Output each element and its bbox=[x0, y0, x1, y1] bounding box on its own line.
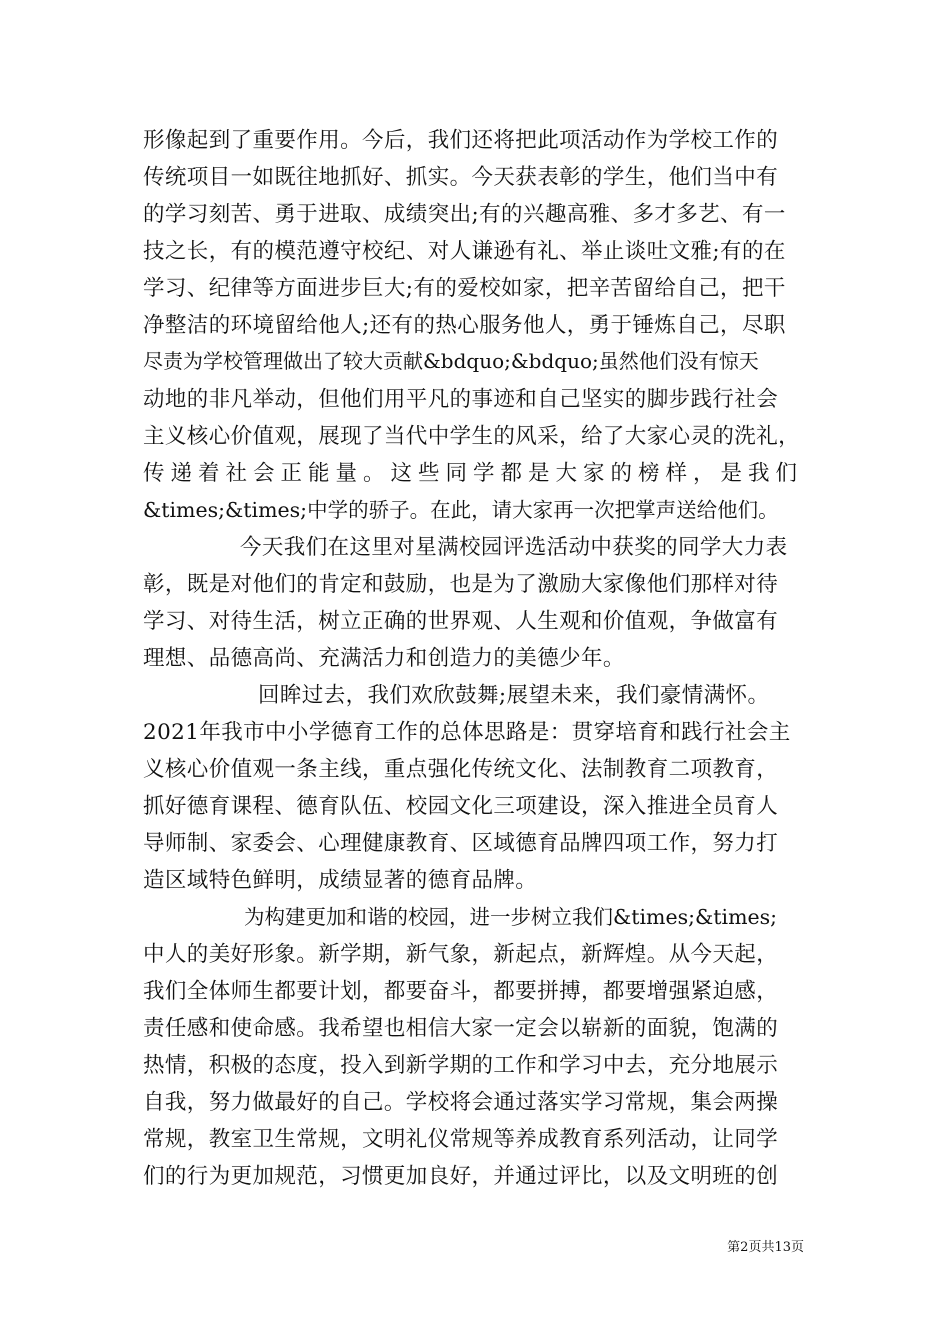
text-line: 传统项目一如既往地抓好、抓实。今天获表彰的学生，他们当中有 bbox=[143, 165, 779, 190]
text-line: 造区域特色鲜明，成绩显著的德育品牌。 bbox=[143, 868, 538, 893]
text-line: 责任感和使命感。我希望也相信大家一定会以崭新的面貌，饱满的 bbox=[143, 1016, 779, 1041]
text-line: 自我，努力做最好的自己。学校将会通过落实学习常规，集会两操 bbox=[143, 1090, 779, 1115]
text-line: 学习、纪律等方面进步巨大;有的爱校如家，把辛苦留给自己，把干 bbox=[143, 276, 786, 301]
text-line: 们的行为更加规范，习惯更加良好，并通过评比，以及文明班的创 bbox=[143, 1164, 779, 1189]
text-line: 传递着社会正能量。这些同学都是大家的榜样，是我们 bbox=[143, 461, 804, 486]
text-line: 今天我们在这里对星满校园评选活动中获奖的同学大力表 bbox=[240, 535, 788, 560]
text-line: 义核心价值观一条主线，重点强化传统文化、法制教育二项教育， bbox=[143, 757, 779, 782]
text-line: 主义核心价值观，展现了当代中学生的风采，给了大家心灵的洗礼， bbox=[143, 424, 801, 449]
text-line: &times;&times;中学的骄子。在此，请大家再一次把掌声送给他们。 bbox=[143, 498, 779, 522]
text-line: 为构建更加和谐的校园，进一步树立我们&times;&times; bbox=[244, 905, 778, 929]
text-line: 学习、对待生活，树立正确的世界观、人生观和价值观，争做富有 bbox=[143, 609, 779, 634]
text-line: 理想、品德高尚、充满活力和创造力的美德少年。 bbox=[143, 646, 625, 671]
text-line: 我们全体师生都要计划，都要奋斗，都要拼搏，都要增强紧迫感， bbox=[143, 979, 779, 1004]
text-line: 常规，教室卫生常规，文明礼仪常规等养成教育系列活动，让同学 bbox=[143, 1127, 779, 1152]
text-line: 抓好德育课程、德育队伍、校园文化三项建设，深入推进全员育人 bbox=[143, 794, 779, 819]
text-line: 2021年我市中小学德育工作的总体思路是：贯穿培育和践行社会主 bbox=[143, 720, 791, 745]
text-line: 尽责为学校管理做出了较大贡献&bdquo;&bdquo;虽然他们没有惊天 bbox=[143, 349, 759, 373]
text-line: 导师制、家委会、心理健康教育、区域德育品牌四项工作，努力打 bbox=[143, 831, 779, 856]
text-line: 热情，积极的态度，投入到新学期的工作和学习中去，充分地展示 bbox=[143, 1053, 779, 1078]
text-line: 中人的美好形象。新学期，新气象，新起点，新辉煌。从今天起， bbox=[143, 942, 779, 967]
page-number-footer: 第2页共13页 bbox=[727, 1240, 804, 1255]
text-line: 动地的非凡举动，但他们用平凡的事迹和自己坚实的脚步践行社会 bbox=[143, 387, 779, 412]
text-line: 彰，既是对他们的肯定和鼓励，也是为了激励大家像他们那样对待 bbox=[143, 572, 779, 597]
text-line: 的学习刻苦、勇于进取、成绩突出;有的兴趣高雅、多才多艺、有一 bbox=[143, 202, 786, 227]
text-line: 形像起到了重要作用。今后，我们还将把此项活动作为学校工作的 bbox=[143, 128, 779, 153]
text-line: 净整洁的环境留给他人;还有的热心服务他人，勇于锤炼自己，尽职 bbox=[143, 313, 786, 338]
text-line: 技之长，有的模范遵守校纪、对人谦逊有礼、举止谈吐文雅;有的在 bbox=[143, 239, 786, 264]
text-line: 回眸过去，我们欢欣鼓舞;展望未来，我们豪情满怀。 bbox=[258, 683, 770, 708]
